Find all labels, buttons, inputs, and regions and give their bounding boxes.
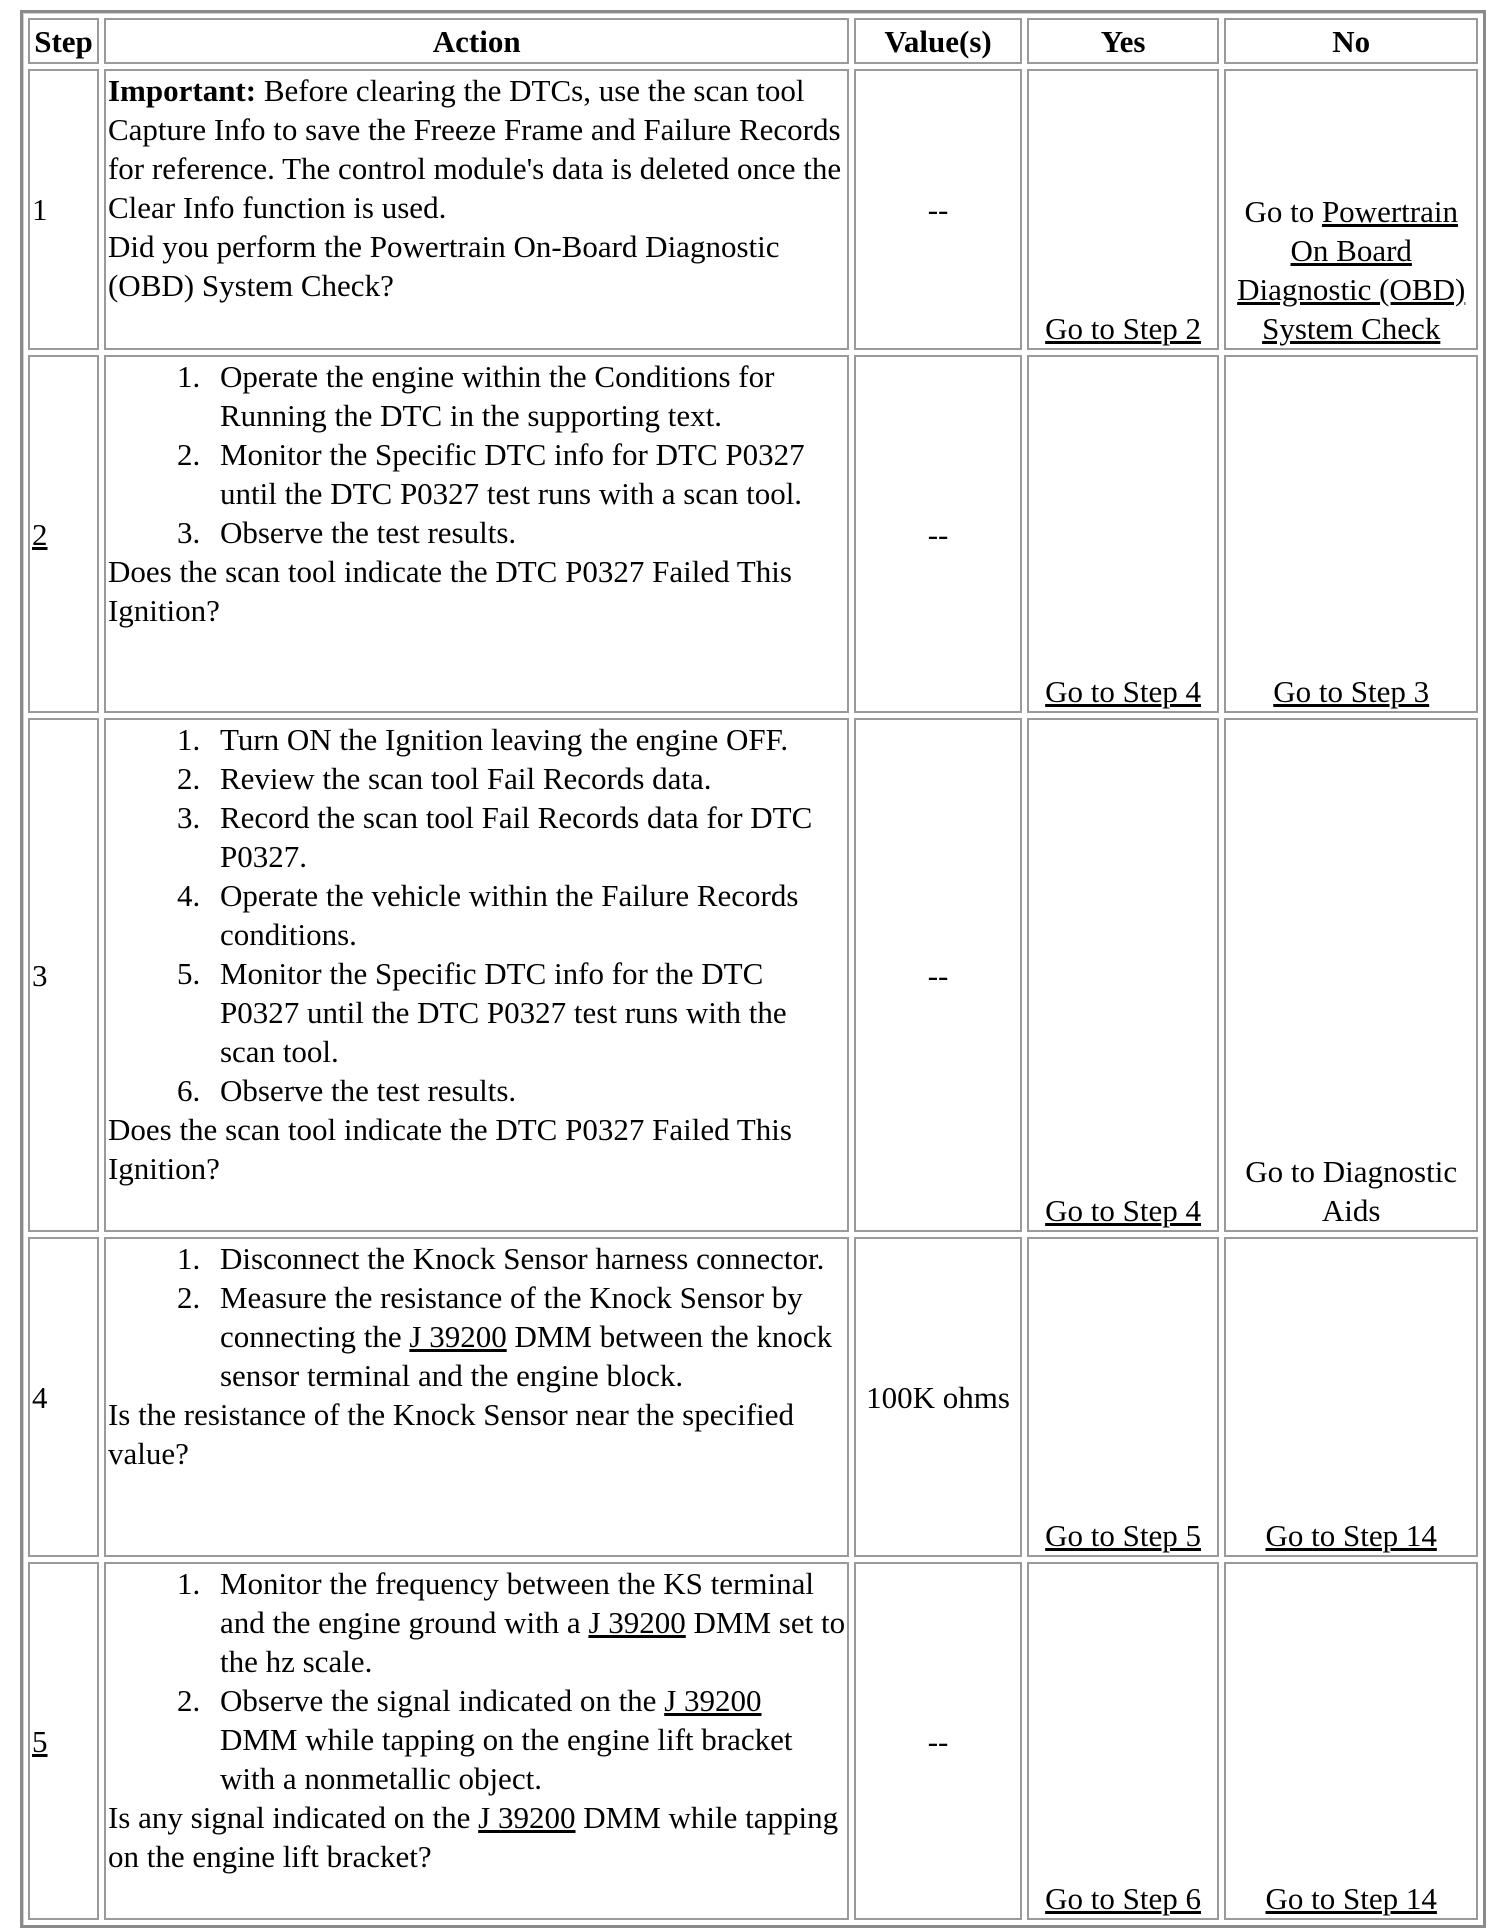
step-number: 4 bbox=[28, 1237, 99, 1557]
table-row bbox=[28, 1237, 1478, 1557]
go-to-step-4-link[interactable]: Go to Step 4 bbox=[1045, 1193, 1202, 1228]
action-steps-list bbox=[108, 720, 845, 1110]
no-cell bbox=[1224, 355, 1478, 713]
list-item: 4. Operate the vehicle within the Failure Records conditions. bbox=[208, 876, 845, 954]
no-cell bbox=[1224, 1237, 1478, 1557]
item-text: Monitor the frequency between the KS terminal and the engine ground with a bbox=[219, 1566, 814, 1640]
item-text: Observe the signal indicated on the bbox=[219, 1683, 665, 1718]
value-cell: -- bbox=[854, 69, 1021, 350]
action-steps-list bbox=[108, 1239, 845, 1395]
yes-cell bbox=[1027, 355, 1220, 713]
no-cell: Go to Diagnostic Aids bbox=[1224, 718, 1478, 1232]
list-item: 1. Disconnect the Knock Sensor harness connector. bbox=[208, 1239, 845, 1278]
header-action: Action bbox=[104, 18, 849, 64]
list-item: 3. Record the scan tool Fail Records data for DTC P0327. bbox=[208, 798, 845, 876]
action-cell bbox=[104, 355, 849, 713]
step-number bbox=[28, 1562, 99, 1920]
table-row bbox=[28, 69, 1478, 350]
table-row bbox=[28, 1562, 1478, 1920]
question-text: Is any signal indicated on the bbox=[107, 1800, 479, 1835]
j39200-tool-link[interactable]: J 39200 bbox=[664, 1683, 762, 1718]
question-text: DMM while tapping on the engine lift bracket? bbox=[107, 1800, 839, 1874]
step-number: 1 bbox=[28, 69, 99, 350]
action-cell bbox=[104, 1562, 849, 1920]
action-steps-list bbox=[108, 1564, 845, 1798]
header-values: Value(s) bbox=[854, 18, 1021, 64]
action-steps-list bbox=[108, 357, 845, 552]
list-item: 3. Observe the test results. bbox=[208, 513, 845, 552]
yes-cell bbox=[1027, 1237, 1220, 1557]
action-cell bbox=[104, 1237, 849, 1557]
action-question: Is the resistance of the Knock Sensor near the specified value? bbox=[107, 1397, 795, 1471]
item-text: DMM between the knock sensor terminal and the engine block. bbox=[219, 1319, 833, 1393]
action-question: Does the scan tool indicate the DTC P0327 Failed This Ignition? bbox=[107, 1112, 792, 1186]
list-item: 2. Review the scan tool Fail Records data. bbox=[208, 759, 845, 798]
obd-system-check-link[interactable]: Powertrain On Board Diagnostic (OBD) System Check bbox=[1237, 194, 1466, 346]
list-item bbox=[208, 1681, 845, 1798]
table-header-row bbox=[28, 18, 1478, 64]
action-question bbox=[108, 1798, 845, 1876]
go-to-step-14-link[interactable]: Go to Step 14 bbox=[1265, 1881, 1437, 1916]
list-item bbox=[208, 1278, 845, 1395]
action-question: Did you perform the Powertrain On-Board Diagnostic (OBD) System Check? bbox=[107, 229, 780, 303]
diagnostic-table bbox=[20, 10, 1486, 1928]
diagnostic-table-wrapper bbox=[20, 10, 1486, 1928]
step-5-anchor-link[interactable]: 5 bbox=[32, 1723, 48, 1759]
item-text: DMM set to the hz scale. bbox=[219, 1605, 846, 1679]
list-item bbox=[208, 1564, 845, 1681]
item-text: Measure the resistance of the Knock Sensor by connecting the bbox=[219, 1280, 803, 1354]
step-number bbox=[28, 355, 99, 713]
j39200-tool-link[interactable]: J 39200 bbox=[409, 1319, 507, 1354]
list-item: 6. Observe the test results. bbox=[208, 1071, 845, 1110]
value-cell: 100K ohms bbox=[854, 1237, 1021, 1557]
important-label: Important: bbox=[107, 73, 257, 108]
value-cell: -- bbox=[854, 718, 1021, 1232]
list-item: 1. Operate the engine within the Conditions for Running the DTC in the supporting text. bbox=[208, 357, 845, 435]
action-question: Does the scan tool indicate the DTC P0327 Failed This Ignition? bbox=[107, 554, 792, 628]
yes-cell bbox=[1027, 718, 1220, 1232]
list-item: 5. Monitor the Specific DTC info for the DTC P0327 until the DTC P0327 test runs with the scan tool. bbox=[208, 954, 845, 1071]
go-to-step-14-link[interactable]: Go to Step 14 bbox=[1265, 1518, 1437, 1553]
list-item: 1. Turn ON the Ignition leaving the engine OFF. bbox=[208, 720, 845, 759]
value-cell: -- bbox=[854, 1562, 1021, 1920]
yes-cell bbox=[1027, 1562, 1220, 1920]
yes-cell bbox=[1027, 69, 1220, 350]
go-to-step-6-link[interactable]: Go to Step 6 bbox=[1045, 1881, 1202, 1916]
go-to-step-4-link[interactable]: Go to Step 4 bbox=[1045, 674, 1202, 709]
step-2-anchor-link[interactable]: 2 bbox=[32, 516, 48, 552]
step-number: 3 bbox=[28, 718, 99, 1232]
important-text: Before clearing the DTCs, use the scan tool Capture Info to save the Freeze Frame and Failure Records for reference. The control module's data is deleted once the Clear Info function is used. bbox=[107, 73, 842, 225]
go-to-step-2-link[interactable]: Go to Step 2 bbox=[1045, 311, 1202, 346]
header-step: Step bbox=[28, 18, 99, 64]
no-cell bbox=[1224, 69, 1478, 350]
j39200-tool-link[interactable]: J 39200 bbox=[478, 1800, 576, 1835]
action-cell bbox=[104, 718, 849, 1232]
go-to-step-3-link[interactable]: Go to Step 3 bbox=[1273, 674, 1430, 709]
table-row bbox=[28, 355, 1478, 713]
action-cell bbox=[104, 69, 849, 350]
header-yes: Yes bbox=[1027, 18, 1220, 64]
important-note bbox=[108, 71, 845, 227]
value-cell: -- bbox=[854, 355, 1021, 713]
go-to-step-5-link[interactable]: Go to Step 5 bbox=[1045, 1518, 1202, 1553]
item-text: DMM while tapping on the engine lift bracket with a nonmetallic object. bbox=[219, 1722, 793, 1796]
list-item: 2. Monitor the Specific DTC info for DTC P0327 until the DTC P0327 test runs with a scan tool. bbox=[208, 435, 845, 513]
no-cell bbox=[1224, 1562, 1478, 1920]
j39200-tool-link[interactable]: J 39200 bbox=[588, 1605, 686, 1640]
header-no: No bbox=[1224, 18, 1478, 64]
no-prefix: Go to bbox=[1244, 194, 1322, 229]
table-row bbox=[28, 718, 1478, 1232]
